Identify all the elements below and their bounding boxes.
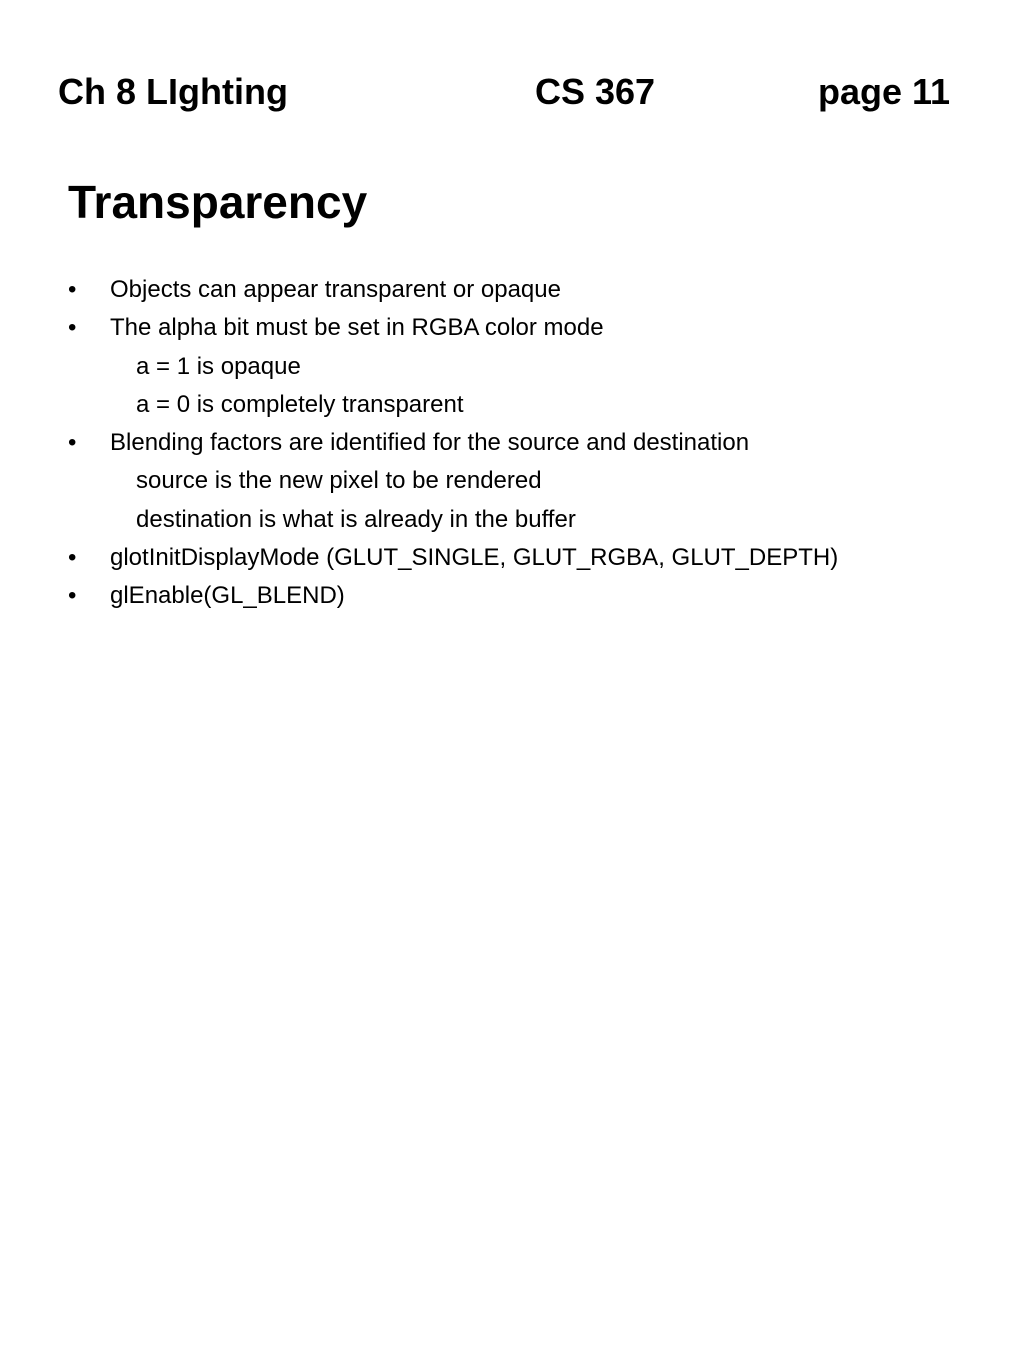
- header-chapter: Ch 8 LIghting: [58, 71, 288, 112]
- bullet-icon: •: [68, 429, 77, 457]
- page-title: Transparency: [68, 176, 368, 228]
- bullet-icon: •: [68, 276, 77, 303]
- bullet-text: glotInitDisplayMode (GLUT_SINGLE, GLUT_RGBA, GLUT_DEPTH): [110, 544, 839, 572]
- sub-item: [0, 463, 1024, 501]
- header-course: CS 367: [535, 71, 656, 112]
- sub-item: [0, 349, 1024, 387]
- bullet-icon: •: [68, 582, 77, 610]
- bullet-item: [0, 578, 1024, 616]
- bullet-list: [0, 272, 1024, 617]
- sub-item-text: a = 0 is completely transparent: [136, 390, 464, 418]
- bullet-item: [0, 425, 1024, 463]
- sub-item-text: a = 1 is opaque: [136, 352, 301, 380]
- header-page-number: page 11: [818, 71, 951, 112]
- sub-item: [0, 387, 1024, 425]
- bullet-text: The alpha bit must be set in RGBA color mode: [110, 314, 604, 342]
- sub-item: [0, 502, 1024, 540]
- bullet-item: [0, 310, 1024, 348]
- bullet-text: glEnable(GL_BLEND): [110, 582, 345, 610]
- bullet-icon: •: [68, 314, 77, 342]
- bullet-icon: •: [68, 544, 77, 572]
- bullet-text: Blending factors are identified for the source and destination: [110, 429, 750, 457]
- bullet-item: [0, 272, 1024, 310]
- bullet-text: Objects can appear transparent or opaque: [110, 276, 561, 303]
- sub-item-text: source is the new pixel to be rendered: [136, 467, 542, 495]
- bullet-item: [0, 540, 1024, 578]
- sub-item-text: destination is what is already in the buffer: [136, 505, 576, 533]
